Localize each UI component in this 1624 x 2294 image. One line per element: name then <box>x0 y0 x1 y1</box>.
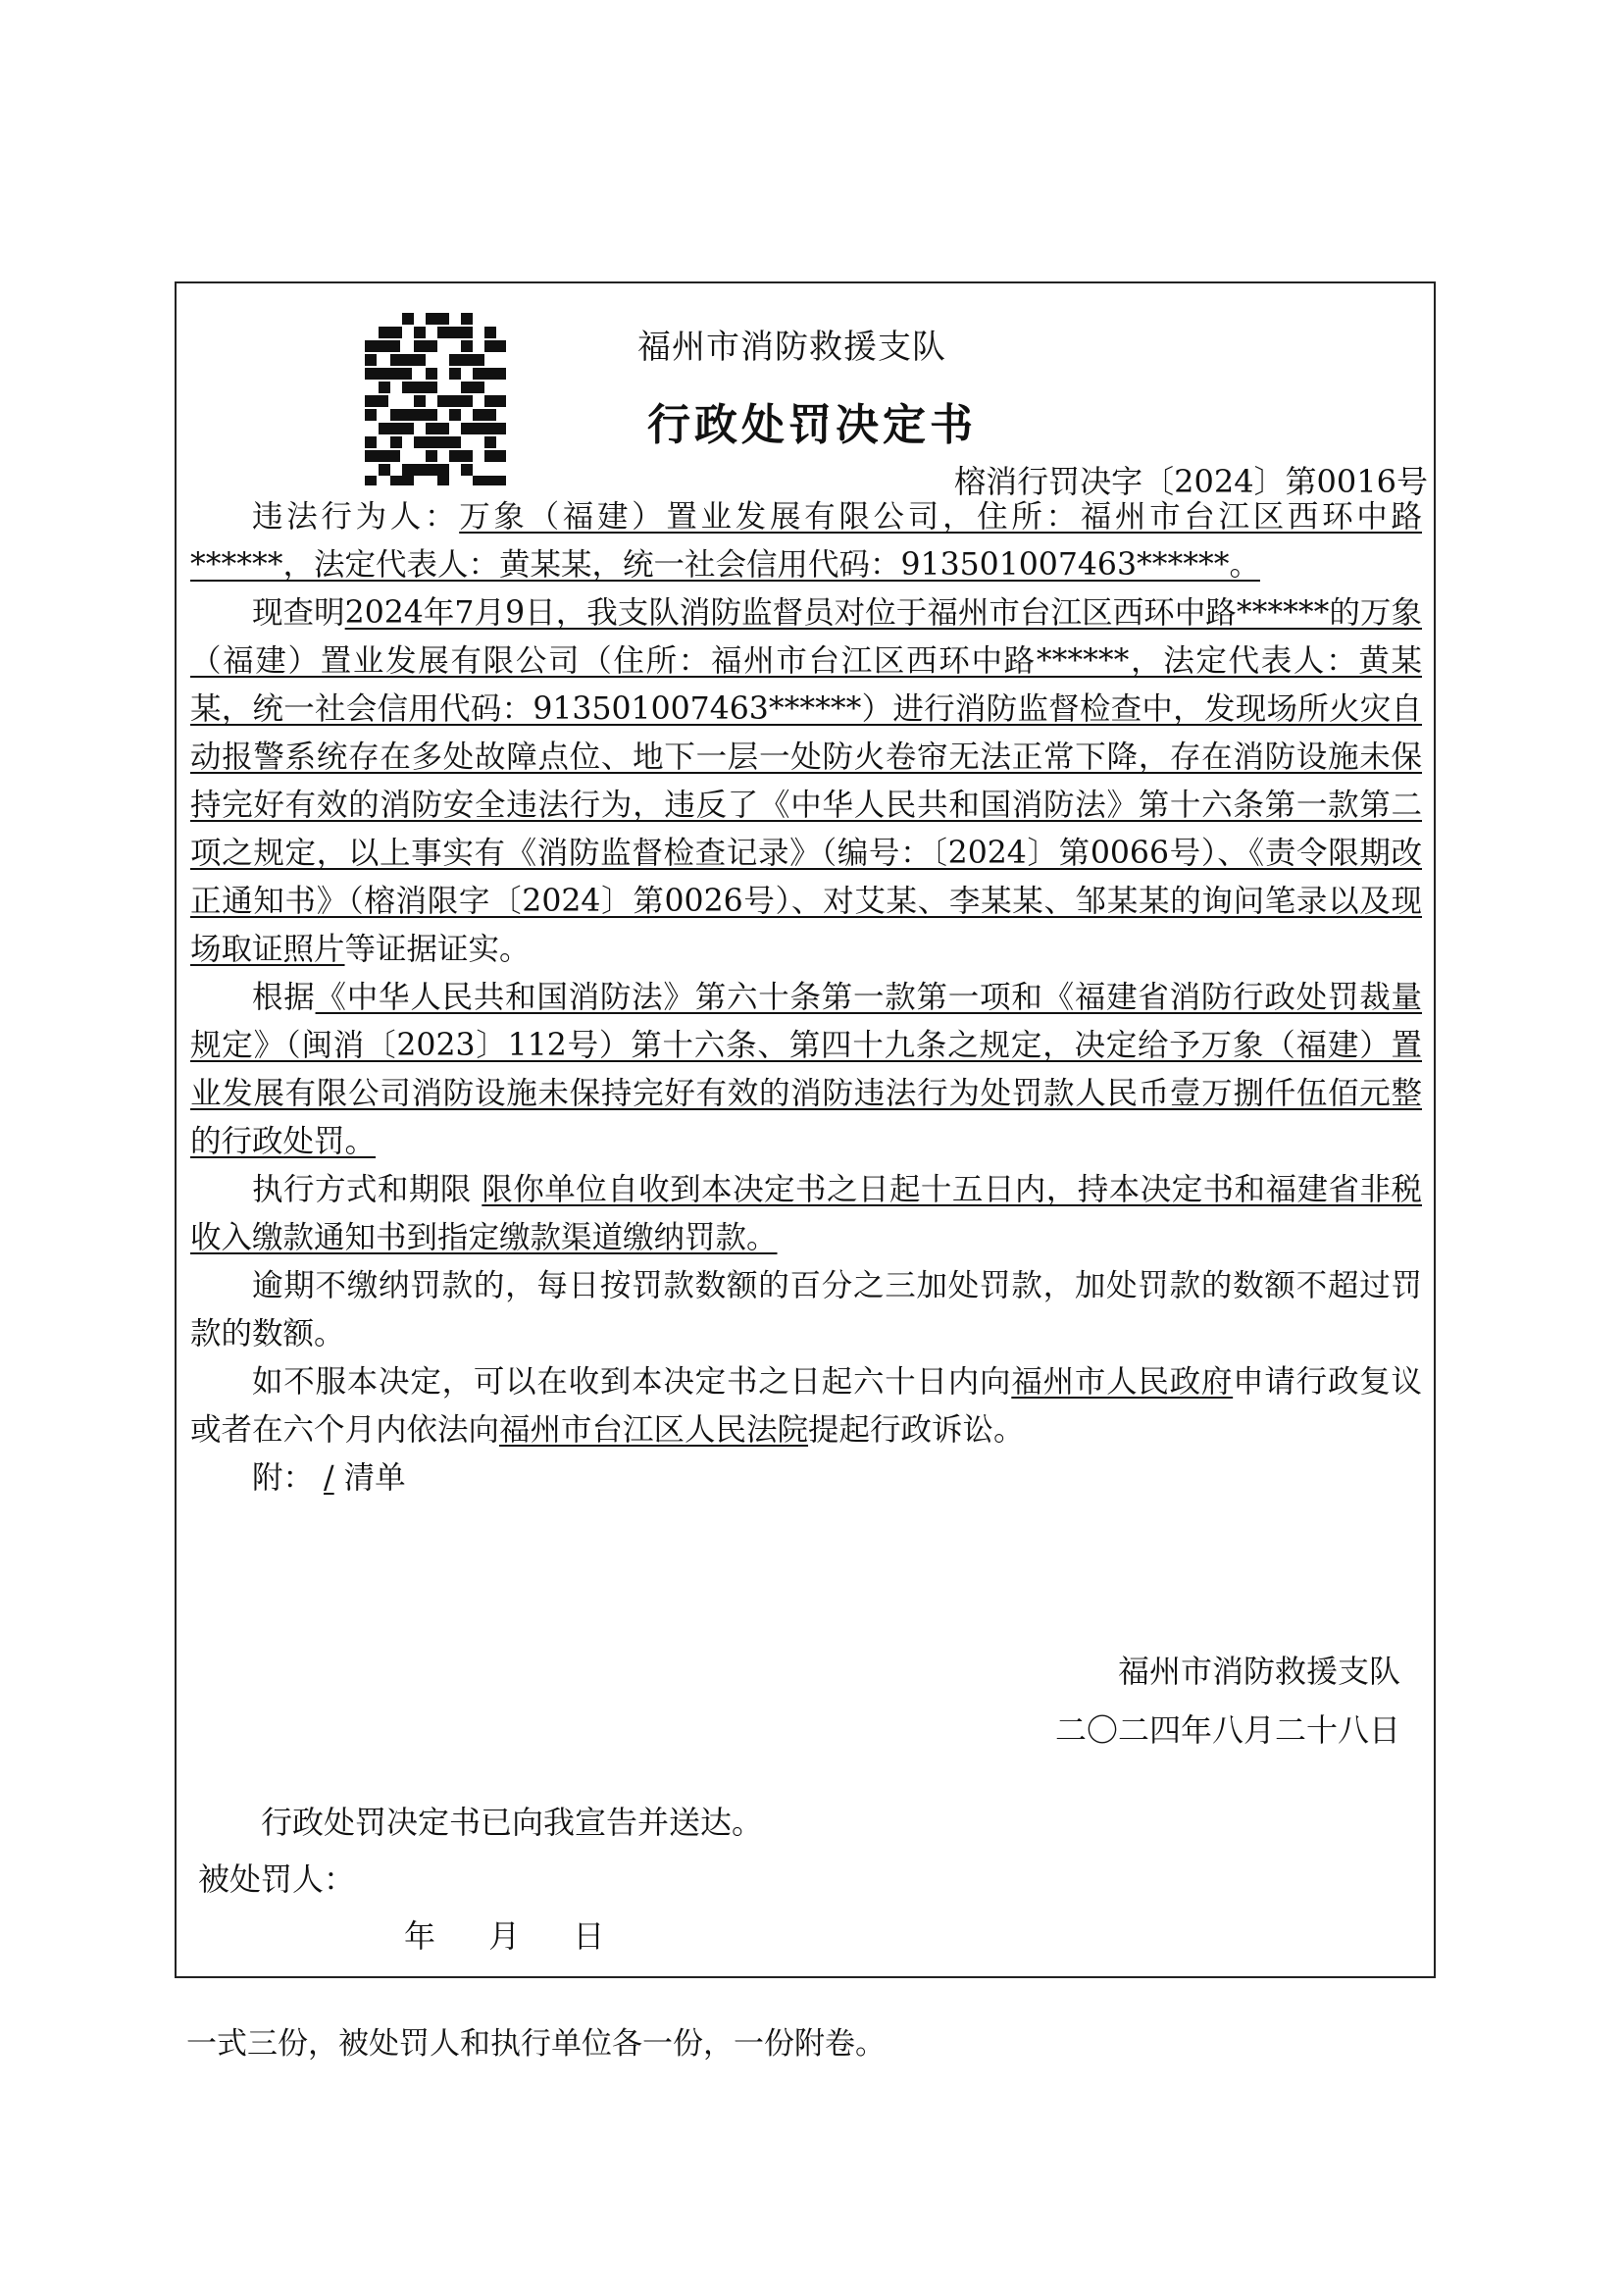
signature-block <box>1055 1642 1400 1759</box>
attachment-count: / <box>324 1460 334 1496</box>
party-paragraph <box>190 493 1422 589</box>
appeal-paragraph <box>190 1358 1422 1454</box>
qr-code-icon <box>365 313 506 485</box>
receipt-date-line <box>198 1908 763 1964</box>
execution-paragraph <box>190 1166 1422 1262</box>
footnote: 一式三份，被处罚人和执行单位各一份，一份附卷。 <box>186 2026 886 2062</box>
document-title: 行政处罚决定书 <box>647 400 977 450</box>
signature-org: 福州市消防救援支队 <box>1117 1653 1400 1690</box>
appeal-text-2: 申请行政复议或者在六个月内依法向 <box>190 1364 1422 1448</box>
findings-text: 2024年7月9日，我支队消防监督员对位于福州市台江区西环中路******的万象（福建）置业发展有限公司（住所：福州市台江区西环中路******，法定代表人：黄某某，统一社会信用代码：913501007463******）进行消防监督检查中，发现场所火灾自动报警系统存在多处故障点位、地下一层一处防火卷帘无法正常下降，存在消防设施未保持完好有效的消防安全违法行为，违反了《中华人民共和国消防法》第十六条第一款第二项之规定，以上事实有《消防监督检查记录》（编号：〔2024〕第0066号）、《责令限期改正通知书》（榕消限字〔2024〕第0026号）、对艾某、李某某、邹某某的询问笔录以及现场取证照片 <box>190 595 1422 967</box>
appeal-text-3: 提起行政诉讼。 <box>808 1412 1025 1448</box>
recipient-label: 被处罚人： <box>198 1861 356 1898</box>
execution-lead: 执行方式和期限 <box>252 1172 472 1207</box>
execution-text: 限你单位自收到本决定书之日起十五日内，持本决定书和福建省非税收入缴款通知书到指定缴款渠道缴纳罚款。 <box>190 1172 1422 1255</box>
appeal-government: 福州市人民政府 <box>1011 1364 1234 1400</box>
party-label: 违法行为人： <box>252 499 460 535</box>
appeal-court: 福州市台江区人民法院 <box>499 1412 809 1448</box>
party-details: ，住所：福州市台江区西环中路******，法定代表人：黄某某，统一社会信用代码：913501007463******。 <box>190 499 1422 583</box>
attachment-label: 附： <box>252 1460 315 1496</box>
appeal-text-1: 如不服本决定，可以在收到本决定书之日起六十日内向 <box>252 1364 1012 1400</box>
document-number: 榕消行罚决字〔2024〕第0016号 <box>954 463 1428 500</box>
receipt-year: 年 <box>404 1917 438 1955</box>
basis-paragraph <box>190 974 1422 1166</box>
findings-tail: 等证据证实。 <box>344 932 531 967</box>
party-name: 万象（福建）置业发展有限公司 <box>459 499 942 535</box>
receipt-block <box>198 1794 763 1964</box>
basis-lead: 根据 <box>252 980 316 1015</box>
issuer-name: 福州市消防救援支队 <box>637 328 946 367</box>
document-body <box>190 493 1422 1503</box>
document-frame <box>175 281 1436 1978</box>
signature-date: 二〇二四年八月二十八日 <box>1054 1711 1400 1749</box>
receipt-month: 月 <box>488 1917 523 1955</box>
overdue-paragraph: 逾期不缴纳罚款的，每日按罚款数额的百分之三加处罚款，加处罚款的数额不超过罚款的数额。 <box>190 1268 1422 1351</box>
receipt-statement: 行政处罚决定书已向我宣告并送达。 <box>261 1804 764 1841</box>
attachment-line <box>190 1454 1422 1503</box>
attachment-item: 清单 <box>343 1460 406 1496</box>
findings-lead: 现查明 <box>252 595 345 631</box>
receipt-day: 日 <box>573 1917 607 1955</box>
basis-text: 《中华人民共和国消防法》第六十条第一款第一项和《福建省消防行政处罚裁量规定》（闽消〔2023〕112号）第十六条、第四十九条之规定，决定给予万象（福建）置业发展有限公司消防设施未保持完好有效的消防违法行为处罚款人民币壹万捌仟伍佰元整的行政处罚。 <box>190 980 1422 1159</box>
findings-paragraph <box>190 589 1422 974</box>
